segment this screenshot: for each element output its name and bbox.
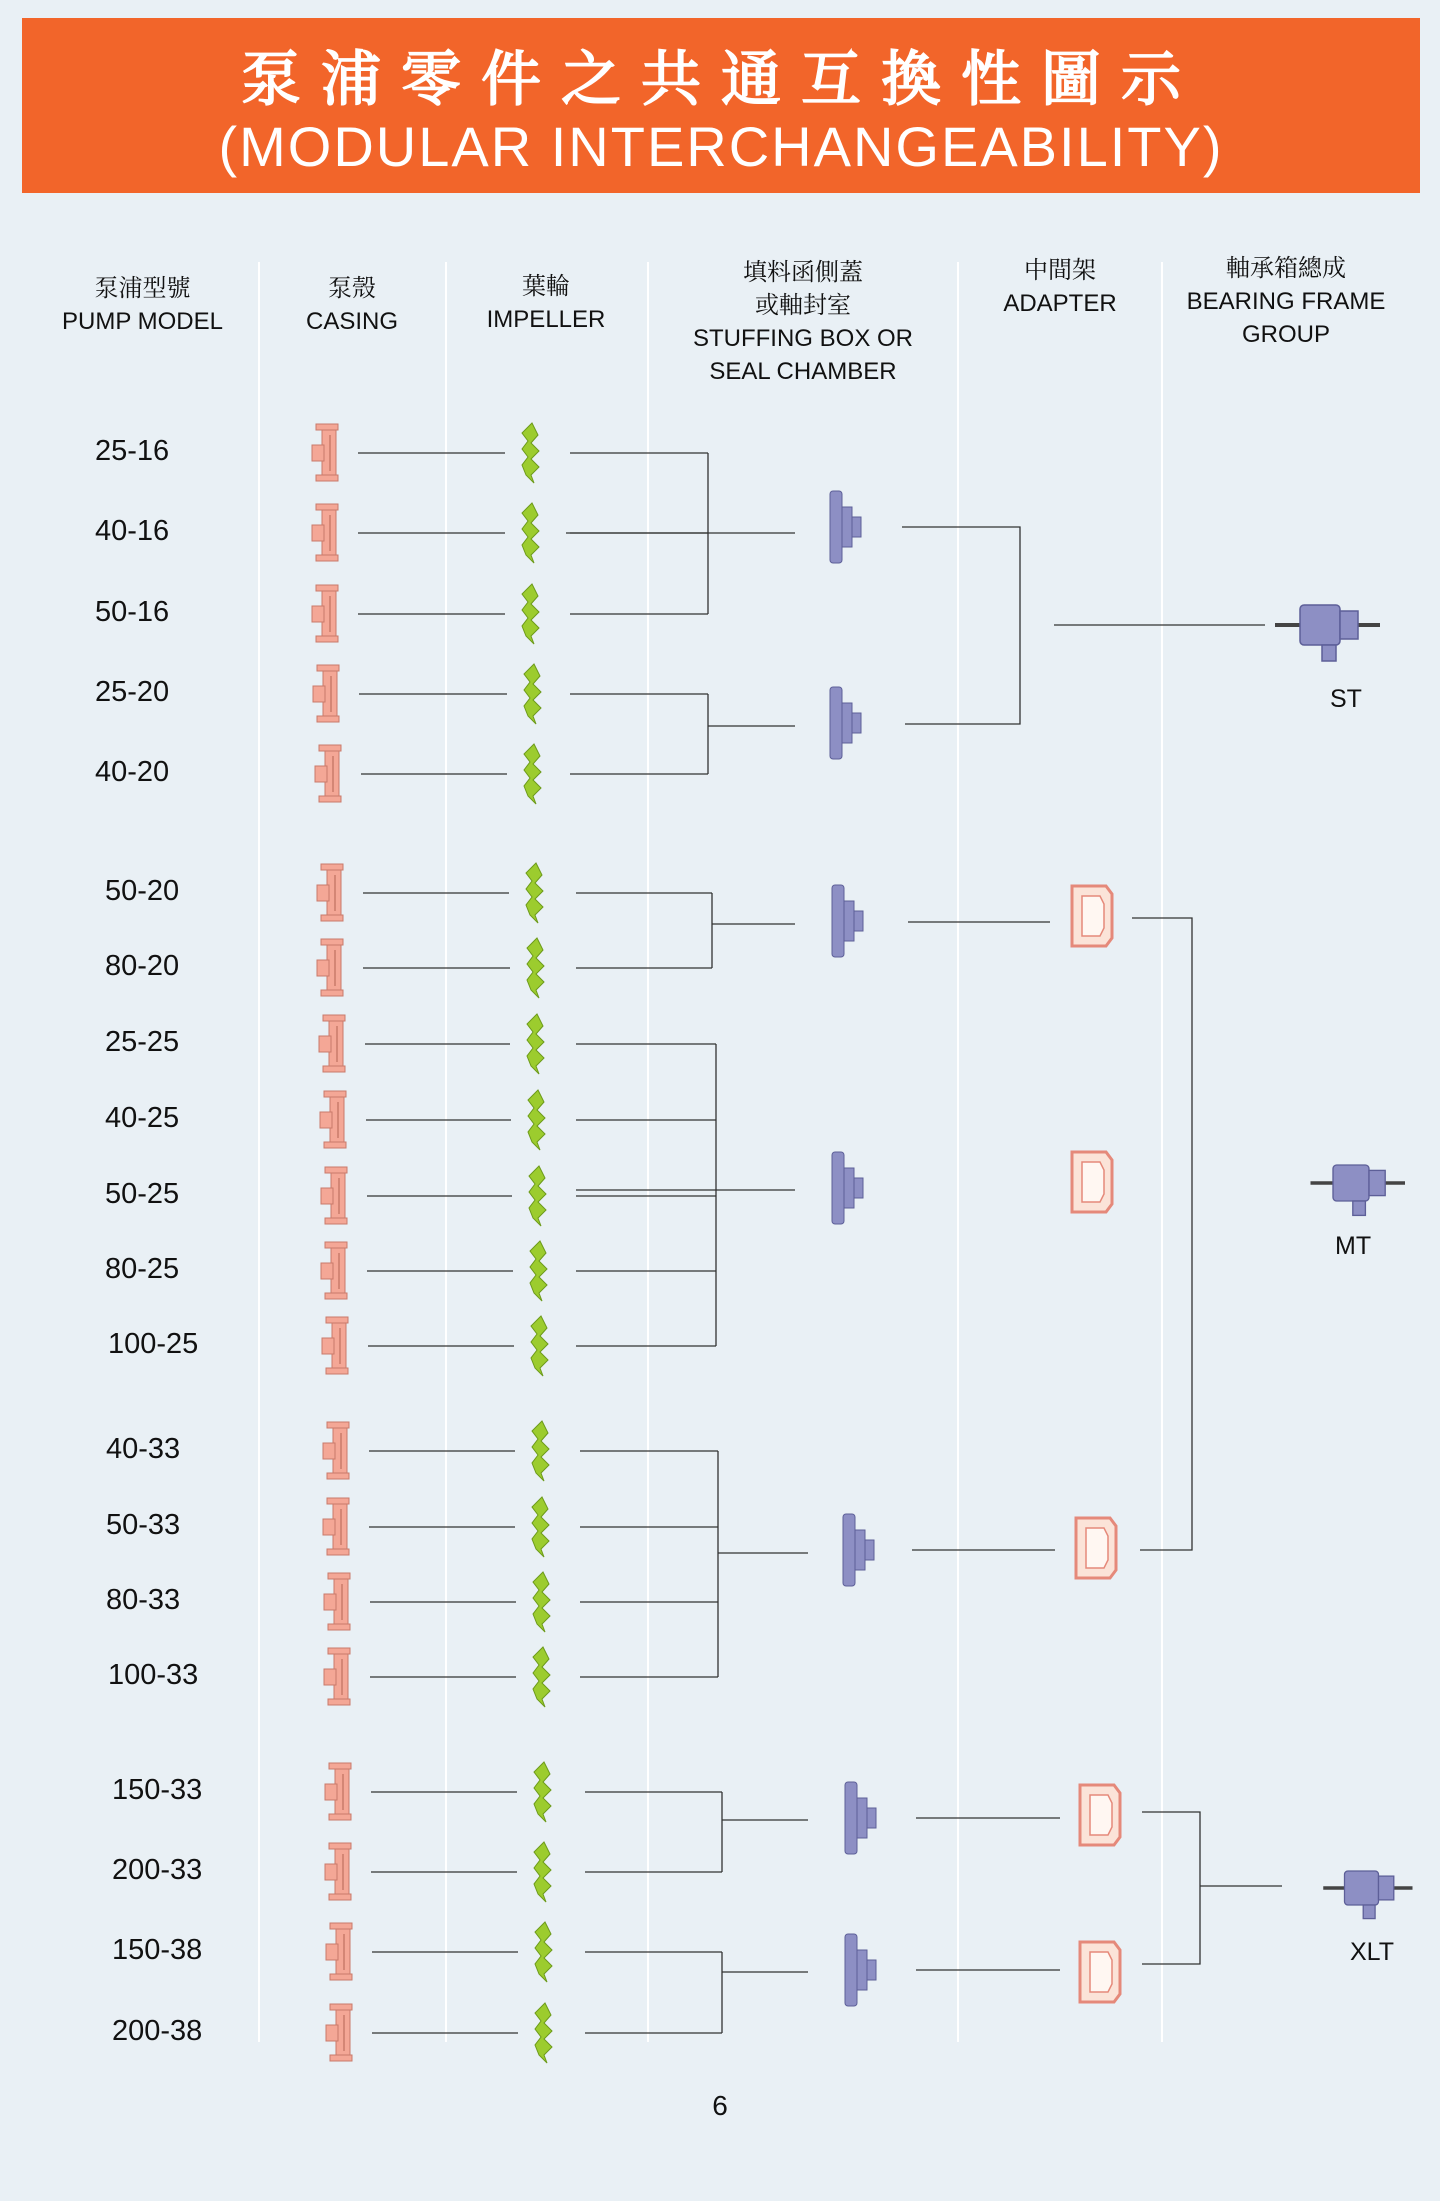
header-bearing-frame-en1: BEARING FRAME — [1186, 288, 1386, 315]
impeller-icon — [527, 938, 544, 998]
pump-casing-icon — [319, 1015, 345, 1072]
connector-line — [1142, 1812, 1200, 1964]
pump-model-label: 25-25 — [105, 1026, 180, 1058]
seal-chamber-icon — [843, 1514, 874, 1586]
impeller-icon — [534, 1842, 551, 1902]
seal-chamber-icon — [832, 1152, 863, 1224]
header-stuffing-box-zh2: 或軸封室 — [755, 292, 851, 319]
adapter-icon — [1080, 1785, 1120, 1845]
seal-chamber-icon — [830, 491, 861, 563]
pump-model-label: 50-20 — [105, 875, 180, 907]
impeller-icon — [533, 1572, 550, 1632]
title-english: (MODULAR INTERCHANGEABILITY) — [218, 115, 1224, 178]
impeller-icon — [531, 1316, 548, 1376]
pump-model-label: 25-16 — [95, 435, 170, 467]
header-bearing-frame-en2: GROUP — [1241, 321, 1330, 348]
seal-chamber-icon — [845, 1934, 876, 2006]
pump-casing-icon — [313, 665, 339, 722]
seal-chamber-icon — [845, 1782, 876, 1854]
header-adapter-zh: 中間架 — [1024, 257, 1096, 284]
header-pump-model-en: PUMP MODEL — [62, 308, 223, 335]
impeller-icon — [524, 744, 541, 804]
adapter-icon — [1080, 1942, 1120, 2002]
connector-line — [902, 527, 1020, 724]
pump-casing-icon — [317, 864, 343, 921]
impeller-icon — [529, 1166, 546, 1226]
pump-casing-icon — [324, 1648, 350, 1705]
pump-casing-icon — [325, 1843, 351, 1900]
pump-casing-icon — [325, 1763, 351, 1820]
bearing-label-xlt: XLT — [1350, 1938, 1394, 1966]
connector-line — [1132, 918, 1192, 1550]
pump-model-label: 200-33 — [112, 1854, 203, 1886]
impeller-icon — [526, 863, 543, 923]
pump-casing-icon — [320, 1091, 346, 1148]
page-number: 6 — [712, 2090, 728, 2121]
adapter-icon — [1072, 1152, 1112, 1212]
pump-model-label: 100-25 — [108, 1328, 199, 1360]
pump-casing-icon — [323, 1422, 349, 1479]
impeller-icon — [522, 423, 539, 483]
adapter-icon — [1076, 1518, 1116, 1578]
pump-model-label: 50-16 — [95, 596, 170, 628]
bearing-label-st: ST — [1330, 685, 1362, 713]
pump-model-label: 40-25 — [105, 1102, 180, 1134]
header-stuffing-box-en2: SEAL CHAMBER — [709, 358, 897, 385]
pump-casing-icon — [321, 1167, 347, 1224]
pump-model-label: 40-33 — [106, 1433, 181, 1465]
impeller-icon — [522, 503, 539, 563]
pump-model-label: 150-33 — [112, 1774, 203, 1806]
pump-casing-icon — [312, 585, 338, 642]
bearing-frame-icon — [1311, 1165, 1406, 1215]
impeller-icon — [527, 1014, 544, 1074]
pump-model-label: 40-16 — [95, 515, 170, 547]
pump-model-label: 40-20 — [95, 756, 170, 788]
header-stuffing-box-zh1: 填料函側蓋 — [743, 259, 863, 286]
pump-casing-icon — [323, 1498, 349, 1555]
header-impeller-en: IMPELLER — [486, 306, 606, 333]
pump-casing-icon — [317, 939, 343, 996]
pump-casing-icon — [326, 2004, 352, 2061]
impeller-icon — [524, 664, 541, 724]
adapter-icon — [1072, 886, 1112, 946]
pump-model-label: 80-33 — [106, 1584, 181, 1616]
impeller-icon — [534, 1762, 551, 1822]
pump-casing-icon — [322, 1317, 348, 1374]
impeller-icon — [532, 1421, 549, 1481]
pump-casing-icon — [321, 1242, 347, 1299]
header-bearing-frame-zh: 軸承箱總成 — [1226, 255, 1346, 282]
title-chinese: 泵浦零件之共通互換性圖示 — [241, 45, 1201, 115]
pump-model-label: 200-38 — [112, 2015, 203, 2047]
header-impeller-zh: 葉輪 — [522, 273, 570, 300]
pump-model-label: 80-25 — [105, 1253, 180, 1285]
pump-casing-icon — [326, 1923, 352, 1980]
seal-chamber-icon — [832, 885, 863, 957]
pump-model-label: 50-25 — [105, 1178, 180, 1210]
header-pump-model-zh: 泵浦型號 — [94, 275, 191, 302]
header-adapter-en: ADAPTER — [1003, 290, 1117, 317]
impeller-icon — [535, 2003, 552, 2063]
bearing-label-mt: MT — [1335, 1232, 1372, 1260]
pump-casing-icon — [312, 504, 338, 561]
impeller-icon — [530, 1241, 547, 1301]
impeller-icon — [532, 1497, 549, 1557]
pump-casing-icon — [324, 1573, 350, 1630]
impeller-icon — [528, 1090, 545, 1150]
seal-chamber-icon — [830, 687, 861, 759]
pump-model-label: 80-20 — [105, 950, 180, 982]
pump-casing-icon — [312, 424, 338, 481]
bearing-frame-icon — [1275, 605, 1380, 661]
pump-model-label: 100-33 — [108, 1659, 199, 1691]
pump-casing-icon — [315, 745, 341, 802]
bearing-frame-icon — [1323, 1871, 1412, 1919]
impeller-icon — [535, 1922, 552, 1982]
header-stuffing-box-en1: STUFFING BOX OR — [692, 325, 913, 352]
header-casing-en: CASING — [305, 308, 398, 335]
impeller-icon — [522, 584, 539, 644]
header-casing-zh: 泵殼 — [328, 275, 376, 302]
impeller-icon — [533, 1647, 550, 1707]
pump-model-label: 25-20 — [95, 676, 170, 708]
pump-model-label: 150-38 — [112, 1934, 203, 1966]
pump-model-label: 50-33 — [106, 1509, 181, 1541]
